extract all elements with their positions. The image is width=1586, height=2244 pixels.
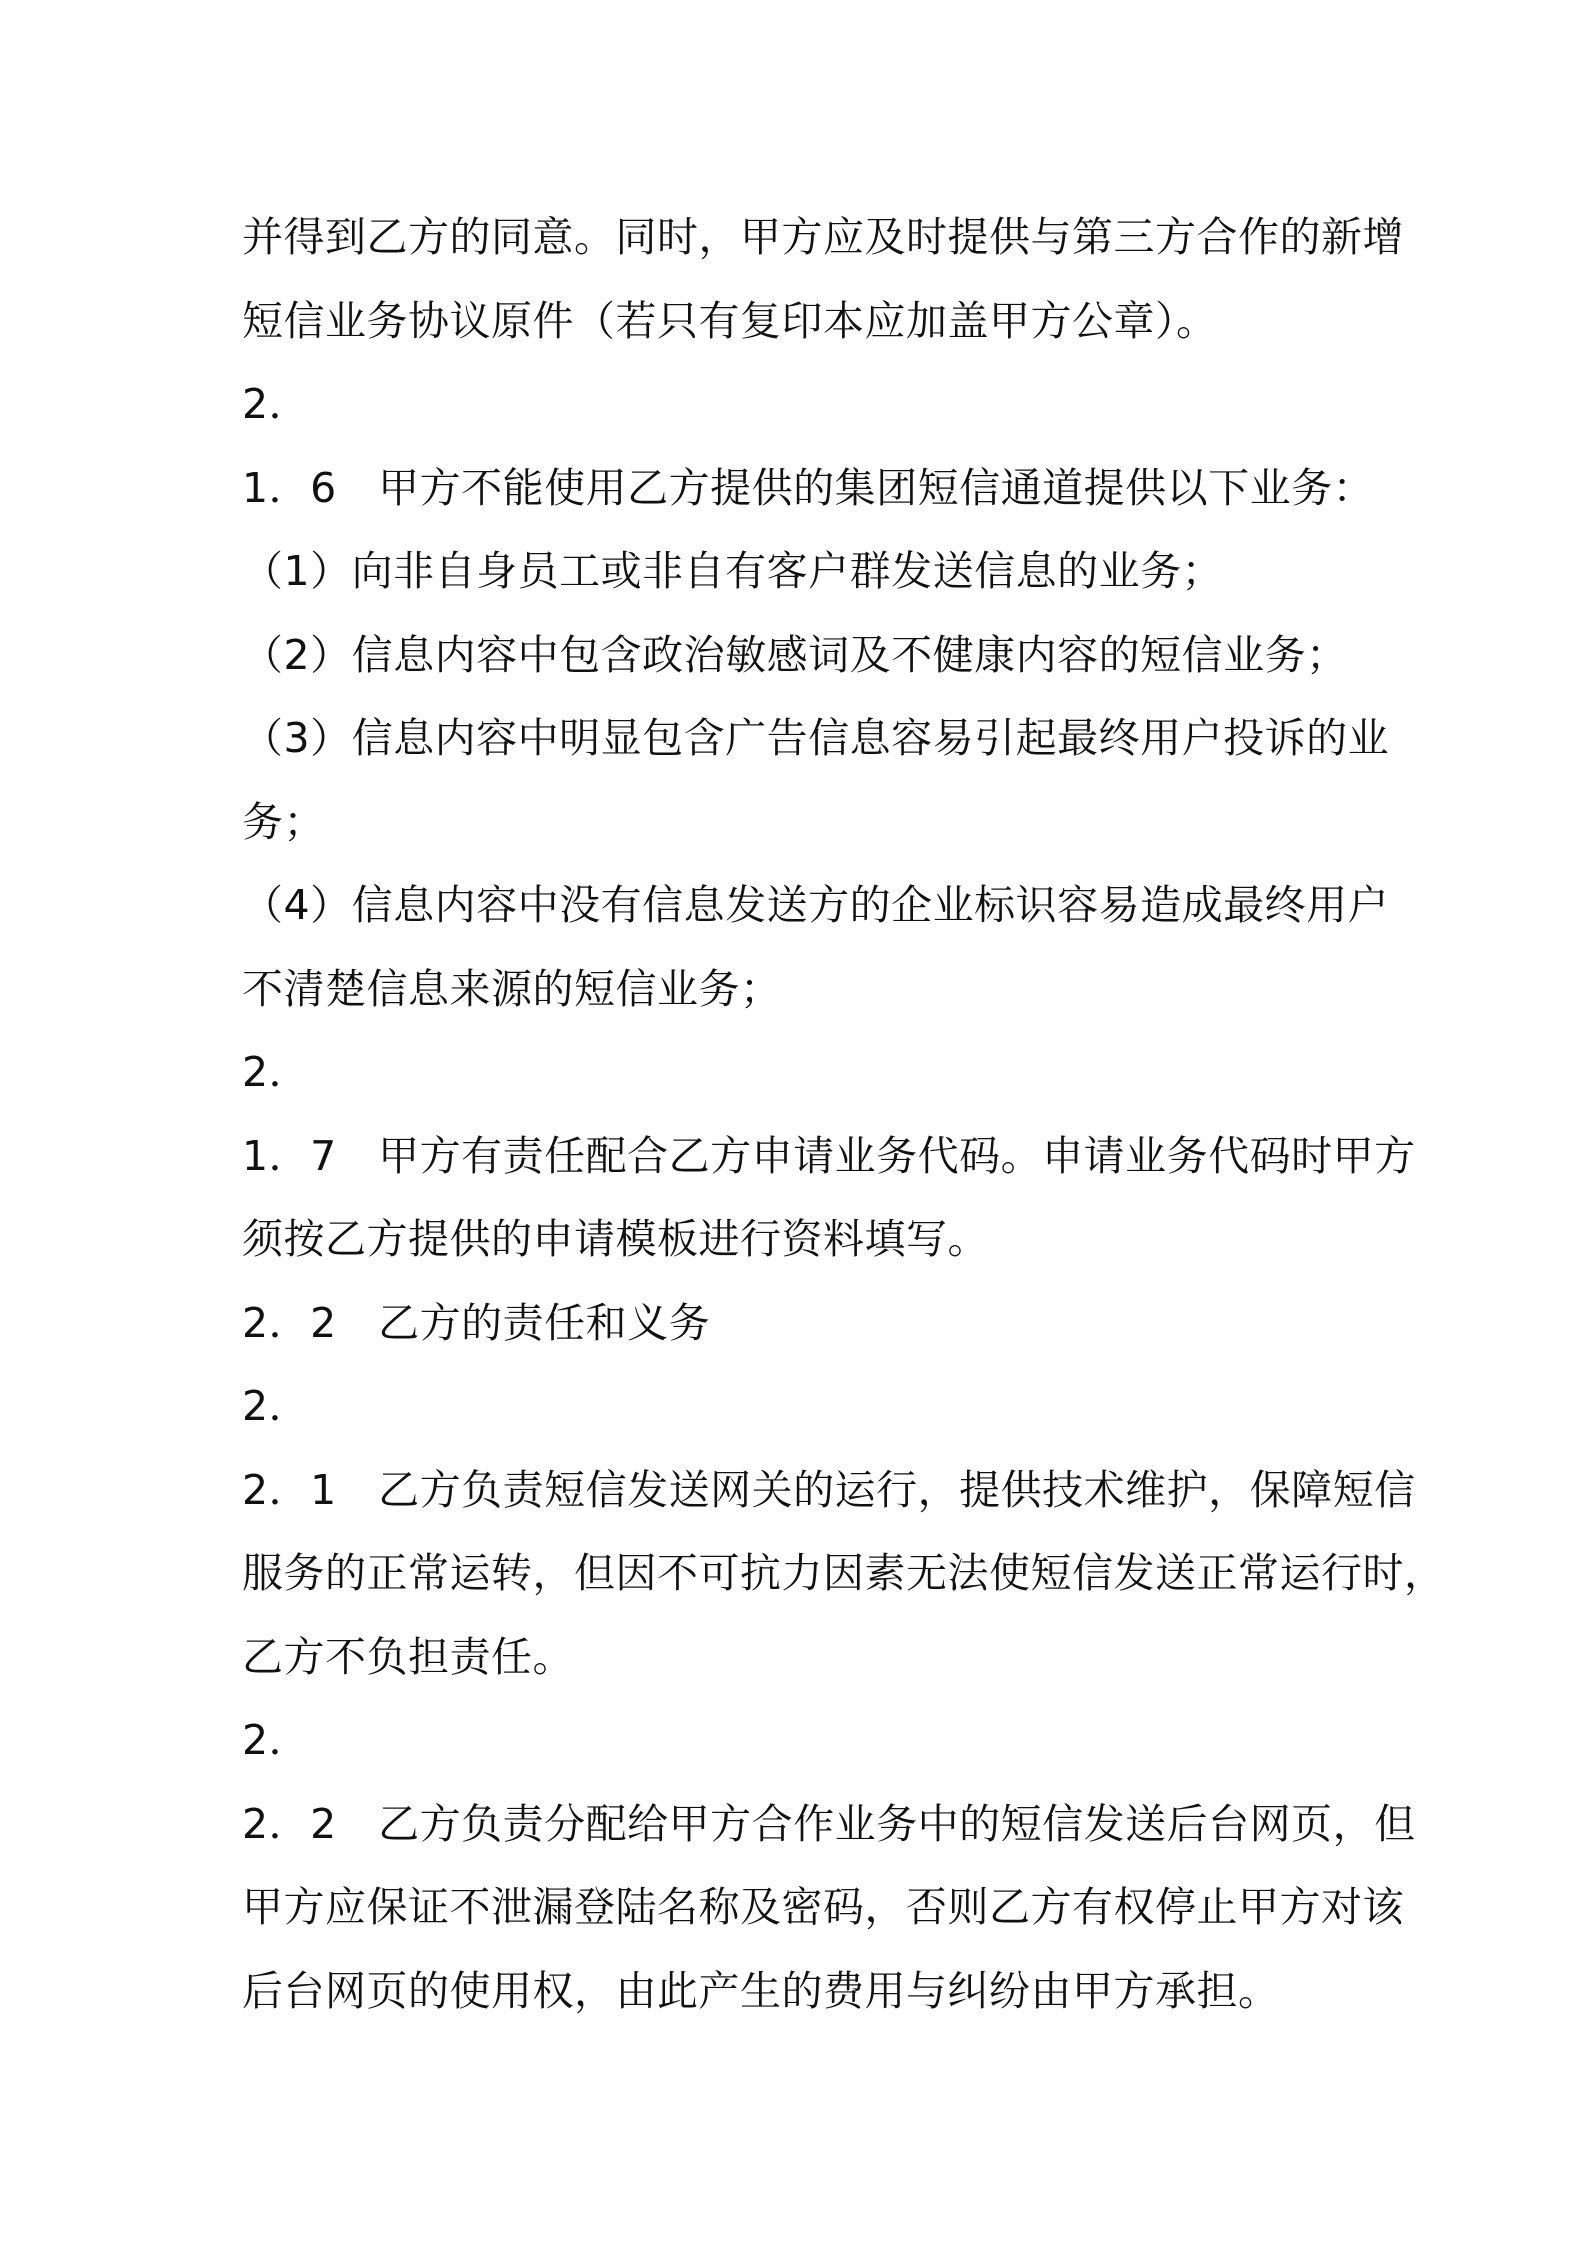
text-line: 短信业务协议原件（若只有复印本应加盖甲方公章）。 — [242, 296, 1218, 345]
list-item: （4）信息内容中没有信息发送方的企业标识容易造成最终用户 — [242, 881, 1390, 929]
clause-heading: 2．1 乙方负责短信发送网关的运行，提供技术维护，保障短信 — [242, 1465, 1416, 1514]
section-number: 2． — [242, 1048, 311, 1096]
list-item: （2）信息内容中包含政治敏感词及不健康内容的短信业务； — [242, 630, 1348, 679]
document-body — [242, 196, 1446, 2033]
section-number: 2． — [242, 1382, 311, 1430]
list-item: （3）信息内容中明显包含广告信息容易引起最终用户投诉的业 — [242, 714, 1390, 762]
clause-heading: 2．2 乙方负责分配给甲方合作业务中的短信发送后台网页，但 — [242, 1799, 1416, 1848]
text-line: 并得到乙方的同意。同时，甲方应及时提供与第三方合作的新增 — [242, 213, 1404, 261]
section-heading: 2．2 乙方的责任和义务 — [242, 1298, 711, 1347]
list-item-continuation: 不清楚信息来源的短信业务； — [242, 964, 782, 1013]
text-line: 甲方应保证不泄漏登陆名称及密码，否则乙方有权停止甲方对该 — [242, 1883, 1404, 1931]
text-line: 须按乙方提供的申请模板进行资料填写。 — [242, 1215, 989, 1263]
section-number: 2． — [242, 1716, 311, 1764]
clause-heading: 1．7 甲方有责任配合乙方申请业务代码。申请业务代码时甲方 — [242, 1131, 1416, 1180]
list-item: （1）向非自身员工或非自有客户群发送信息的业务； — [242, 547, 1224, 595]
list-item-continuation: 务； — [242, 797, 325, 846]
section-number: 2． — [242, 380, 311, 428]
text-line: 乙方不负担责任。 — [242, 1632, 574, 1681]
text-line: 服务的正常运转，但因不可抗力因素无法使短信发送正常运行时， — [242, 1549, 1446, 1597]
clause-heading: 1．6 甲方不能使用乙方提供的集团短信通道提供以下业务： — [242, 463, 1375, 512]
text-line: 后台网页的使用权，由此产生的费用与纠纷由甲方承担。 — [242, 1966, 1280, 2015]
